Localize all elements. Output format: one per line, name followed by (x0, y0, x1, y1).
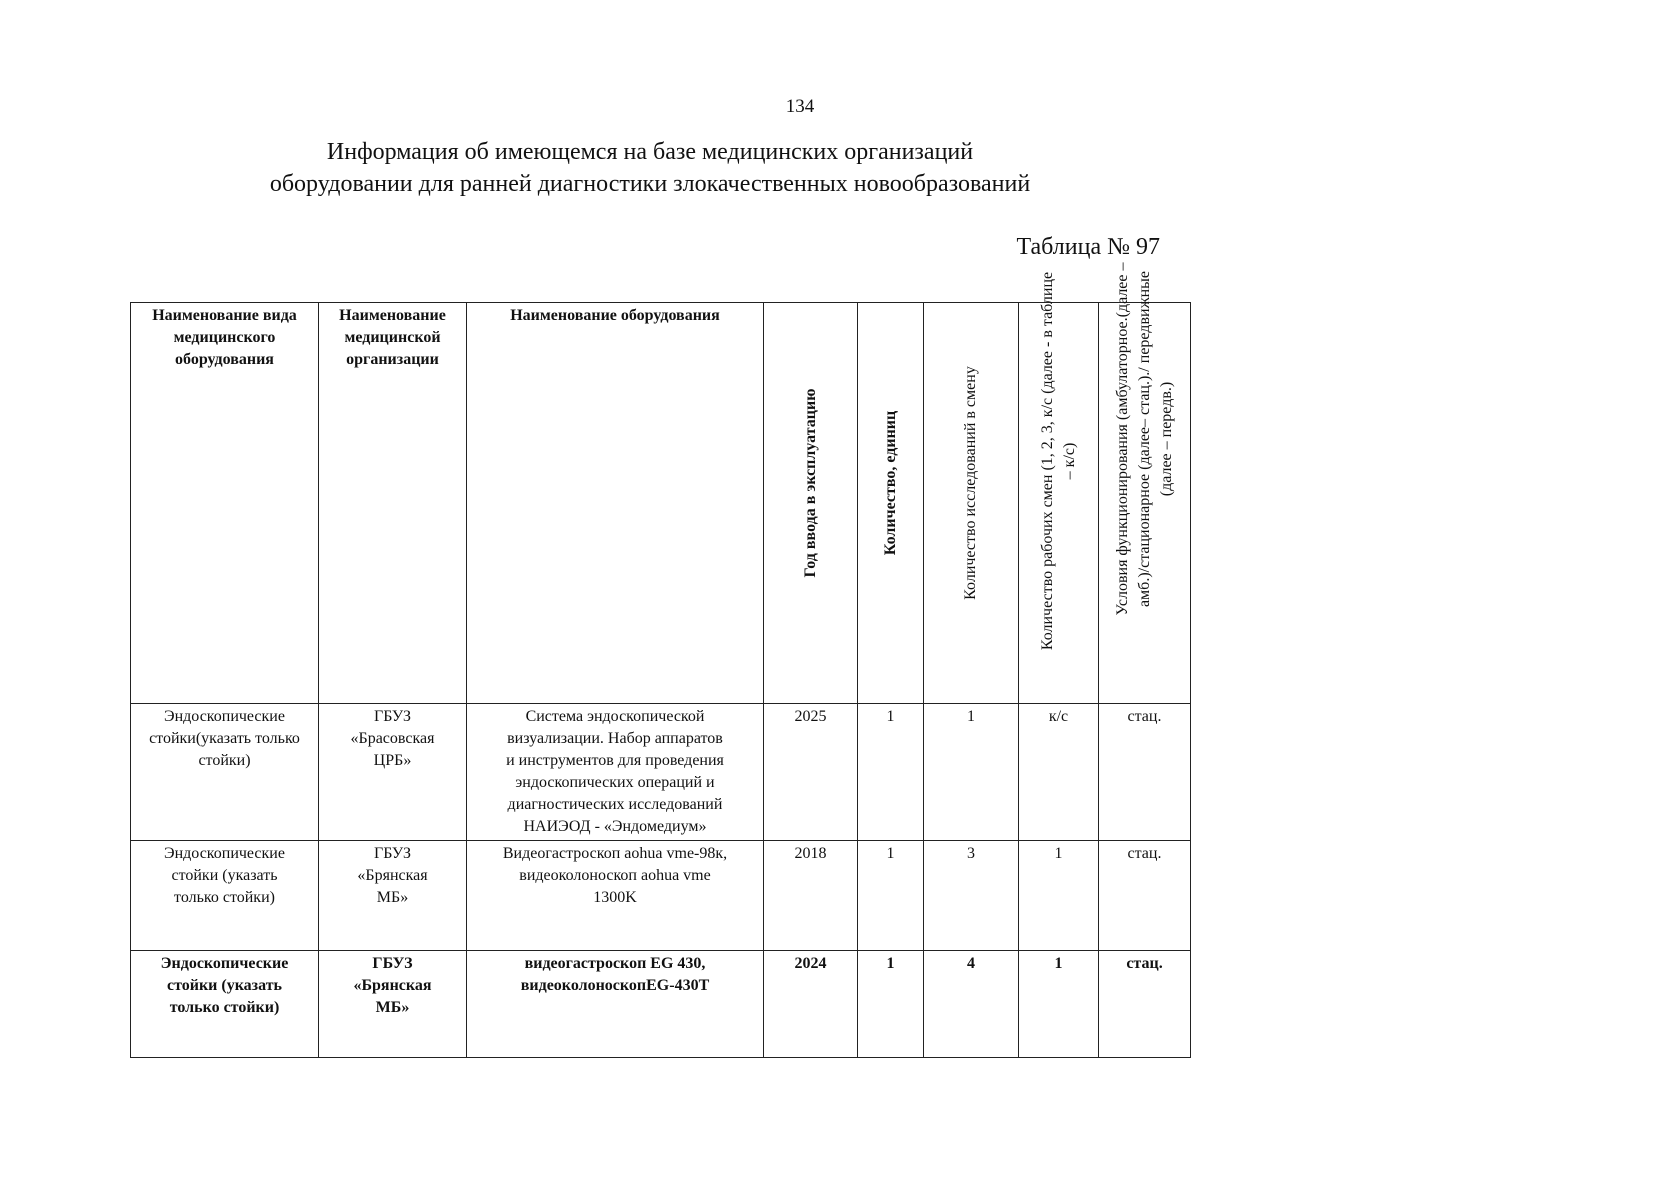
header-year (764, 303, 858, 704)
cell-studies-per-shift: 3 (924, 841, 1019, 951)
cell-studies-per-shift: 1 (924, 704, 1019, 841)
cell-conditions: стац. (1099, 704, 1191, 841)
header-conditions-text: Условия функционирования (амбулаторное.(далее – амб.)/стационарное (далее– стац.)./ передвижные (далее – передв.) (1113, 262, 1175, 616)
cell-shifts: 1 (1019, 951, 1099, 1058)
header-equipment-type: Наименование вида медицинского оборудования (131, 303, 319, 704)
header-studies-per-shift (924, 303, 1019, 704)
header-studies-text: Количество исследований в смену (962, 366, 979, 600)
header-year-text: Год ввода в эксплуатацию (801, 388, 819, 578)
cell-organization: ГБУЗ «Брянская МБ» (319, 841, 467, 951)
cell-studies-per-shift: 4 (924, 951, 1019, 1058)
table-row (131, 951, 1191, 1058)
header-quantity (858, 303, 924, 704)
header-conditions (1099, 262, 1191, 704)
header-shifts-text: Количество рабочих смен (1, 2, 3, к/с (далее - в таблице – к/с) (1038, 271, 1078, 651)
cell-quantity: 1 (858, 704, 924, 841)
header-organization: Наименование медицинской организации (319, 303, 467, 704)
cell-shifts: 1 (1019, 841, 1099, 951)
header-quantity-text: Количество, единиц (881, 410, 899, 556)
header-equipment-name: Наименование оборудования (467, 303, 764, 704)
cell-equipment-type: Эндоскопические стойки(указать только стойки) (131, 704, 319, 841)
cell-quantity: 1 (858, 951, 924, 1058)
cell-equipment-type: Эндоскопические стойки (указать только стойки) (131, 841, 319, 951)
title-line-2: оборудовании для ранней диагностики злокачественных новообразований (269, 171, 1031, 197)
cell-year: 2018 (764, 841, 858, 951)
cell-year: 2024 (764, 951, 858, 1058)
cell-shifts: к/с (1019, 704, 1099, 841)
cell-equipment-name: Система эндоскопической визуализации. Набор аппаратов и инструментов для проведения эндоскопических операций и диагностических исследований НАИЭОД - «Эндомедиум» (467, 704, 764, 841)
cell-equipment-name: видеогастроскоп EG 430, видеоколоноскопEG-430T (467, 951, 764, 1058)
page-number: 134 (785, 96, 815, 117)
cell-equipment-type: Эндоскопические стойки (указать только стойки) (131, 951, 319, 1058)
title-line-1: Информация об имеющемся на базе медицинских организаций (326, 139, 974, 165)
table-number: Таблица № 97 (1016, 234, 1160, 260)
cell-organization: ГБУЗ «Брасовская ЦРБ» (319, 704, 467, 841)
cell-quantity: 1 (858, 841, 924, 951)
cell-conditions: стац. (1099, 841, 1191, 951)
equipment-table (130, 262, 1191, 1058)
header-row (131, 303, 1191, 704)
cell-conditions: стац. (1099, 951, 1191, 1058)
page-title (180, 136, 1120, 200)
table-row (131, 704, 1191, 841)
header-shifts (1019, 271, 1099, 704)
cell-organization: ГБУЗ «Брянская МБ» (319, 951, 467, 1058)
cell-equipment-name: Видеогастроскоп aohua vme-98к, видеоколоноскоп aohua vme 1300K (467, 841, 764, 951)
table-row (131, 841, 1191, 951)
cell-year: 2025 (764, 704, 858, 841)
